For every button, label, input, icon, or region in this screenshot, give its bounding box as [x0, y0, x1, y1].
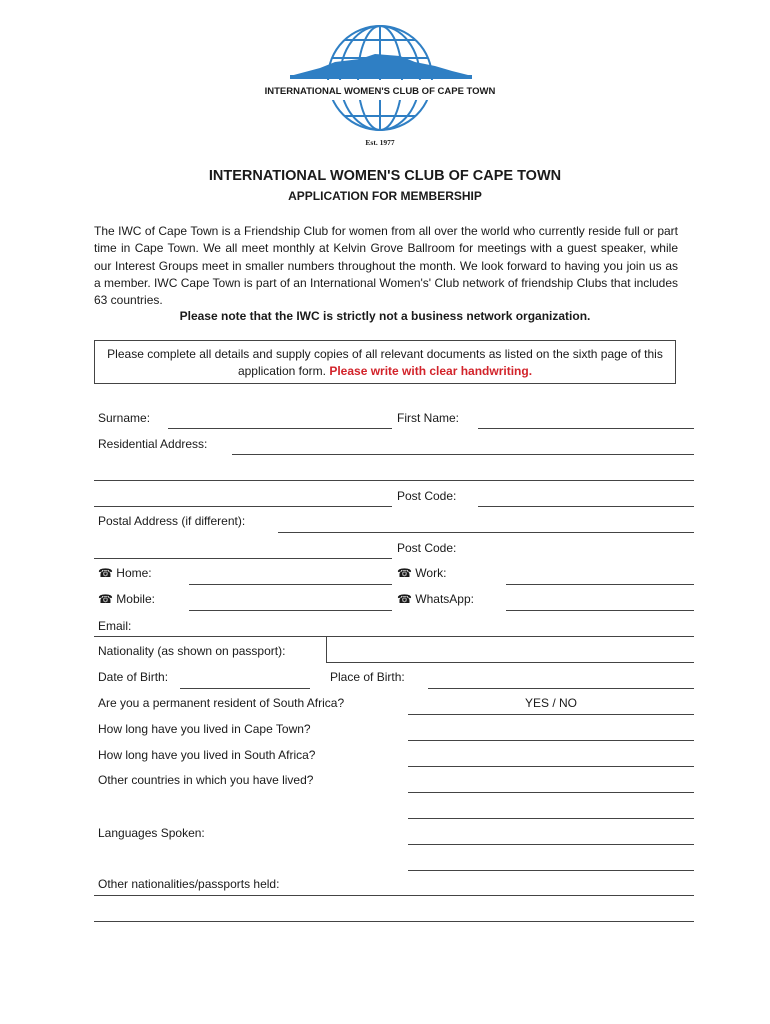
mobile-phone-label	[98, 592, 155, 606]
business-notice: Please note that the IWC is strictly not a business network organization.	[179, 309, 591, 323]
cape-town-duration-field[interactable]	[408, 740, 694, 741]
whatsapp-label-text: WhatsApp:	[415, 592, 474, 606]
other-nationalities-label: Other nationalities/passports held:	[98, 877, 280, 891]
post-code-field-1[interactable]	[478, 506, 694, 507]
whatsapp-field[interactable]	[506, 610, 694, 611]
post-code-label-2: Post Code:	[397, 541, 457, 555]
residential-address-field-1[interactable]	[232, 454, 694, 455]
logo-est: Est. 1977	[365, 138, 395, 147]
postal-address-label: Postal Address (if different):	[98, 514, 246, 528]
home-phone-field[interactable]	[189, 584, 392, 585]
residential-address-label: Residential Address:	[98, 437, 208, 451]
pob-label: Place of Birth:	[330, 670, 405, 684]
phone-icon: ☎	[397, 592, 412, 606]
other-countries-field-2[interactable]	[408, 818, 694, 819]
pob-field[interactable]	[428, 688, 694, 689]
mobile-label-text: Mobile:	[116, 592, 155, 606]
south-africa-duration-label: How long have you lived in South Africa?	[98, 748, 316, 762]
work-phone-field[interactable]	[506, 584, 694, 585]
other-nationalities-field-2[interactable]	[94, 921, 694, 922]
instructions-emphasis: Please write with clear handwriting.	[329, 364, 533, 378]
residential-address-field-2[interactable]	[94, 480, 694, 481]
home-label-text: Home:	[116, 566, 152, 580]
dob-field[interactable]	[180, 688, 310, 689]
nationality-divider	[326, 636, 327, 662]
languages-label: Languages Spoken:	[98, 826, 205, 840]
languages-field-1[interactable]	[408, 844, 694, 845]
mobile-phone-field[interactable]	[189, 610, 392, 611]
phone-icon: ☎	[397, 566, 412, 580]
residential-address-field-3[interactable]	[94, 506, 392, 507]
other-countries-label: Other countries in which you have lived?	[98, 773, 314, 787]
page-subtitle: APPLICATION FOR MEMBERSHIP	[288, 189, 482, 203]
home-phone-label	[98, 566, 152, 580]
first-name-label: First Name:	[397, 411, 460, 425]
cape-town-duration-label: How long have you lived in Cape Town?	[98, 722, 311, 736]
work-phone-label	[397, 566, 446, 580]
other-nationalities-field-1[interactable]	[94, 895, 694, 896]
permanent-resident-label: Are you a permanent resident of South Africa?	[98, 696, 345, 710]
page-title: INTERNATIONAL WOMEN'S CLUB OF CAPE TOWN	[208, 168, 562, 184]
postal-address-field-1[interactable]	[278, 532, 694, 533]
south-africa-duration-field[interactable]	[408, 766, 694, 767]
logo-text: INTERNATIONAL WOMEN'S CLUB OF CAPE TOWN	[264, 86, 496, 97]
languages-field-2[interactable]	[408, 870, 694, 871]
first-name-field[interactable]	[478, 428, 694, 429]
dob-label: Date of Birth:	[98, 670, 169, 684]
instructions-text: Please complete all details and supply copies of all relevant documents as listed on the sixth page of this application form.	[107, 347, 663, 378]
instructions-box	[94, 340, 676, 384]
club-logo	[264, 18, 496, 153]
email-label: Email:	[98, 619, 132, 633]
postal-address-field-2[interactable]	[94, 558, 392, 559]
phone-icon: ☎	[98, 566, 113, 580]
other-countries-field-1[interactable]	[408, 792, 694, 793]
whatsapp-label	[397, 592, 474, 606]
surname-label: Surname:	[98, 411, 151, 425]
nationality-label: Nationality (as shown on passport):	[98, 644, 286, 658]
work-label-text: Work:	[415, 566, 447, 580]
surname-field[interactable]	[168, 428, 392, 429]
intro-paragraph: The IWC of Cape Town is a Friendship Club for women from all over the world who currently reside full or part time in Cape Town. We all meet monthly at Kelvin Grove Ballroom for meetings with a guest speaker, while our Interest Groups meet in smaller numbers throughout the month. We look forward to having you join us as a member. IWC Cape Town is part of an International Women's' Club network of friendship Clubs that includes 63 countries.	[94, 224, 678, 308]
yes-no-option[interactable]: YES / NO	[525, 696, 578, 710]
email-field[interactable]	[94, 636, 694, 637]
phone-icon: ☎	[98, 592, 113, 606]
nationality-field[interactable]	[326, 662, 694, 663]
permanent-resident-field[interactable]	[408, 714, 694, 715]
post-code-label-1: Post Code:	[397, 489, 457, 503]
